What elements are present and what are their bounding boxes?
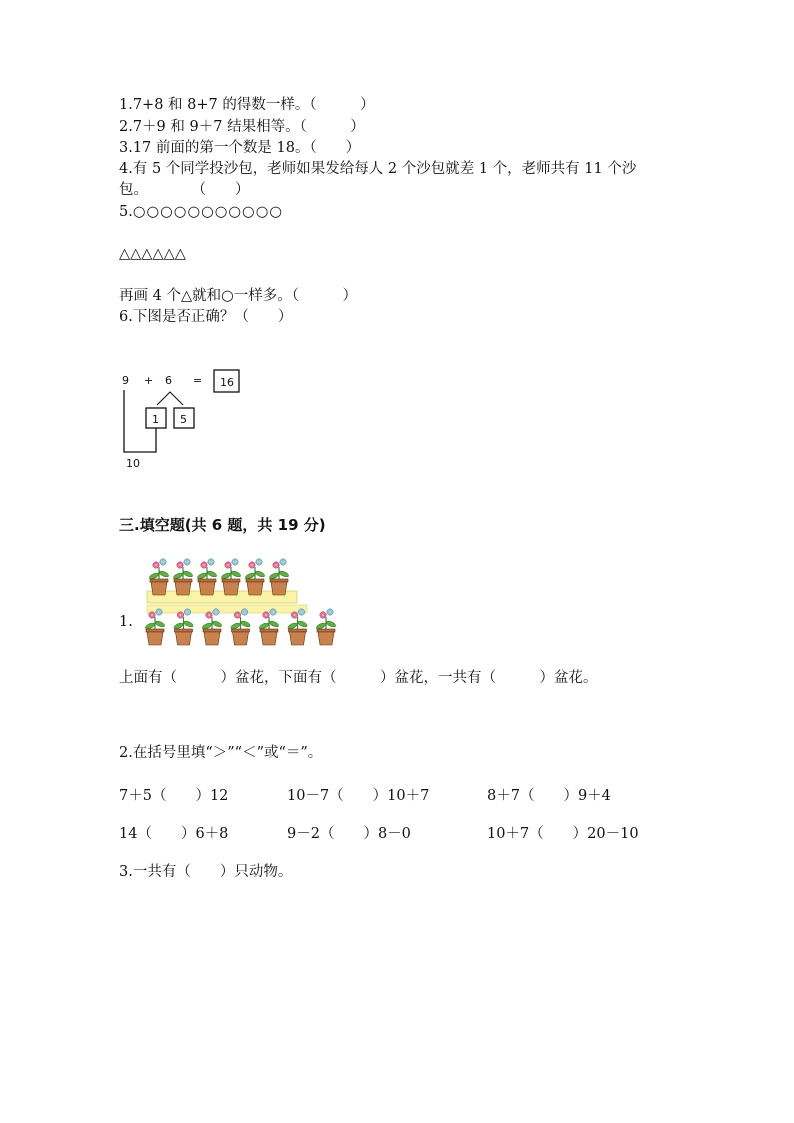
bottom-flower-pot bbox=[202, 609, 223, 645]
judge-q5-circles-row bbox=[119, 202, 283, 222]
compare-r1-c1: 7＋5（ ）12 bbox=[119, 788, 229, 804]
bottom-flower-pot bbox=[173, 609, 194, 645]
top-flower-pot bbox=[221, 559, 242, 595]
top-flower-pot bbox=[173, 559, 194, 595]
bottom-flower-pot bbox=[145, 609, 166, 645]
fill-q1-label: 1. bbox=[119, 614, 133, 630]
top-flower-pot bbox=[245, 559, 266, 595]
flower-pots-picture bbox=[143, 551, 343, 651]
bottom-flower-pot bbox=[287, 609, 308, 645]
plus-sign: + bbox=[144, 374, 154, 387]
judge-q2: 2.7＋9 和 9＋7 结果相等。（ ） bbox=[119, 119, 365, 135]
compare-r2-c3: 10＋7（ ）20－10 bbox=[487, 826, 639, 842]
equals-sign: = bbox=[193, 374, 203, 387]
judge-q4-line1: 4.有 5 个同学投沙包，老师如果发给每人 2 个沙包就差 1 个，老师共有 11 个沙 bbox=[119, 161, 637, 177]
top-flower-pot bbox=[149, 559, 170, 595]
judge-q5-text: 再画 4 个△就和○一样多。（ ） bbox=[119, 288, 357, 304]
q6-addition-diagram bbox=[115, 365, 255, 475]
fill-q3-text: 3.一共有（ ）只动物。 bbox=[119, 864, 293, 880]
section-heading: 三.填空题(共 6 题，共 19 分) bbox=[119, 516, 326, 534]
top-flower-pot bbox=[269, 559, 290, 595]
circles-row: ○○○○○○○○○○○ bbox=[132, 204, 284, 220]
ten-label: 10 bbox=[126, 457, 140, 470]
judge-q4-line2: 包。 （ ） bbox=[119, 182, 250, 198]
addend-b: 6 bbox=[165, 374, 172, 387]
compare-r2-c1: 14（ ）6＋8 bbox=[119, 826, 229, 842]
judge-q3: 3.17 前面的第一个数是 18。（ ） bbox=[119, 140, 361, 156]
bottom-flower-pot bbox=[259, 609, 280, 645]
bottom-flower-pot bbox=[230, 609, 251, 645]
bottom-flower-pot bbox=[316, 609, 337, 645]
split-value-1: 1 bbox=[152, 413, 159, 426]
judge-q1: 1.7+8 和 8+7 的得数一样。（ ） bbox=[119, 97, 375, 113]
split-value-2: 5 bbox=[180, 413, 187, 426]
judge-q6: 6.下图是否正确？（ ） bbox=[119, 309, 293, 325]
fill-q1-text: 上面有（ ）盆花，下面有（ ）盆花，一共有（ ）盆花。 bbox=[119, 670, 598, 686]
compare-r1-c3: 8＋7（ ）9＋4 bbox=[487, 788, 611, 804]
triangles-row: △△△△△△ bbox=[119, 246, 186, 262]
result-value: 16 bbox=[220, 376, 234, 389]
compare-r2-c2: 9－2（ ）8－0 bbox=[287, 826, 411, 842]
top-flower-pot bbox=[197, 559, 218, 595]
addend-a: 9 bbox=[122, 374, 129, 387]
fill-q2-text: 2.在括号里填“＞”“＜”或“＝”。 bbox=[119, 745, 323, 761]
bottom-shelf bbox=[147, 605, 307, 613]
q5-label: 5. bbox=[119, 204, 133, 220]
split-branch bbox=[157, 392, 183, 405]
compare-r1-c2: 10－7（ ）10＋7 bbox=[287, 788, 430, 804]
